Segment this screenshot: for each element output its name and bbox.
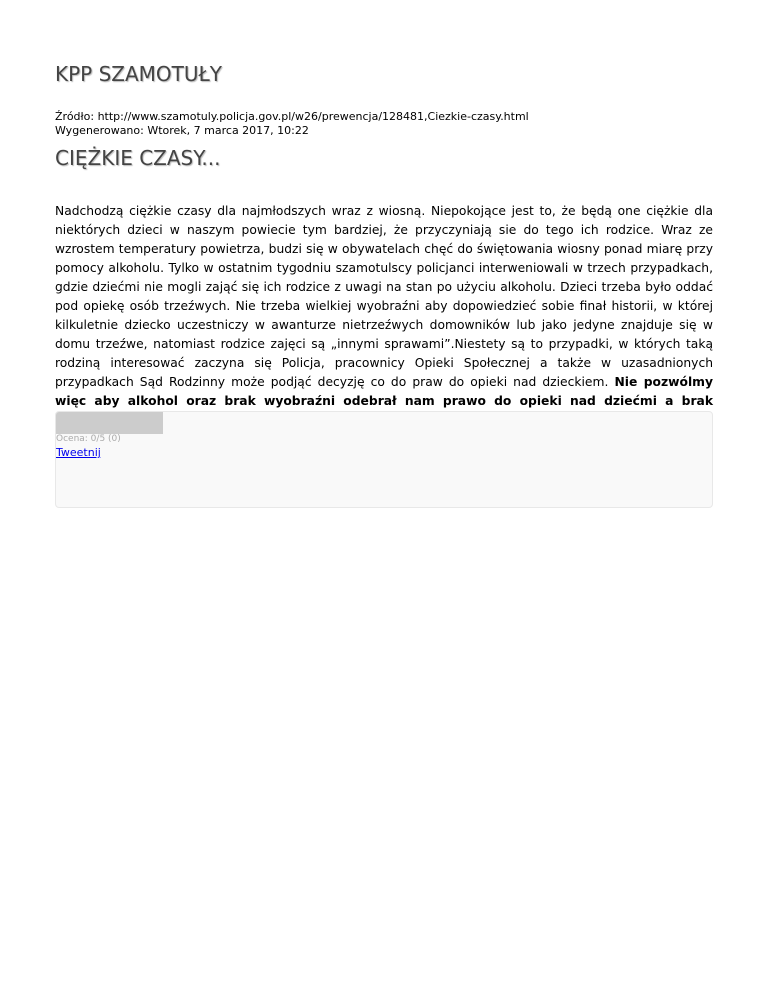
article-body — [55, 202, 713, 430]
article-body-bold: Nie pozwólmy więc aby alkohol oraz brak wyobraźni odebrał nam prawo do opieki nad dziećmi a brak — [55, 375, 714, 408]
rating-stars-bar[interactable] — [56, 412, 163, 434]
article-title: CIĘŻKIE CZASY... — [55, 146, 221, 170]
site-title: KPP SZAMOTUŁY — [55, 62, 222, 86]
article-body-text: Nadchodzą ciężkie czasy dla najmłodszych wraz z wiosną. Niepokojące jest to, że będą one ciężkie dla niektórych dzieci w naszym powiecie tym bardziej, że przyczyniają sie do tego ich rodzice. Wraz ze wzrostem temperatury powietrza, budzi się w obywatelach chęć do świętowania wiosny ponad miarę przy pomocy alkoholu. Tylko w ostatnim tygodniu szamotulscy policjanci interweniowali w trzech przypadkach, gdzie dziećmi nie mogli zająć się ich rodzice z uwagi na stan po użyciu alkoholu. Dzieci trzeba było oddać pod opiekę osób trzeźwych. Nie trzeba wielkiej wyobraźni aby dopowiedzieć sobie finał historii, w której kilkuletnie dziecko uczestniczy w awanturze nietrzeźwych domowników lub jako jedyne znajduje się w domu trzeźwe, natomiast rodzice zajęci są „innymi sprawami”.Niestety są to przypadki, w których taką rodziną interesować zaczyna się Policja, pracownicy Opieki Społecznej a także w uzasadnionych przypadkach Sąd Rodzinny może podjąć decyzję co do praw do opieki nad dzieckiem. — [55, 204, 713, 389]
rating-panel — [55, 411, 713, 508]
source-line: Źródło: http://www.szamotuly.policja.gov.pl/w26/prewencja/128481,Ciezkie-czasy.html — [55, 110, 529, 123]
document-meta — [55, 110, 529, 138]
generated-line: Wygenerowano: Wtorek, 7 marca 2017, 10:22 — [55, 124, 309, 137]
rating-text: Ocena: 0/5 (0) — [56, 434, 121, 444]
tweet-link[interactable]: Tweetnij — [56, 446, 101, 459]
